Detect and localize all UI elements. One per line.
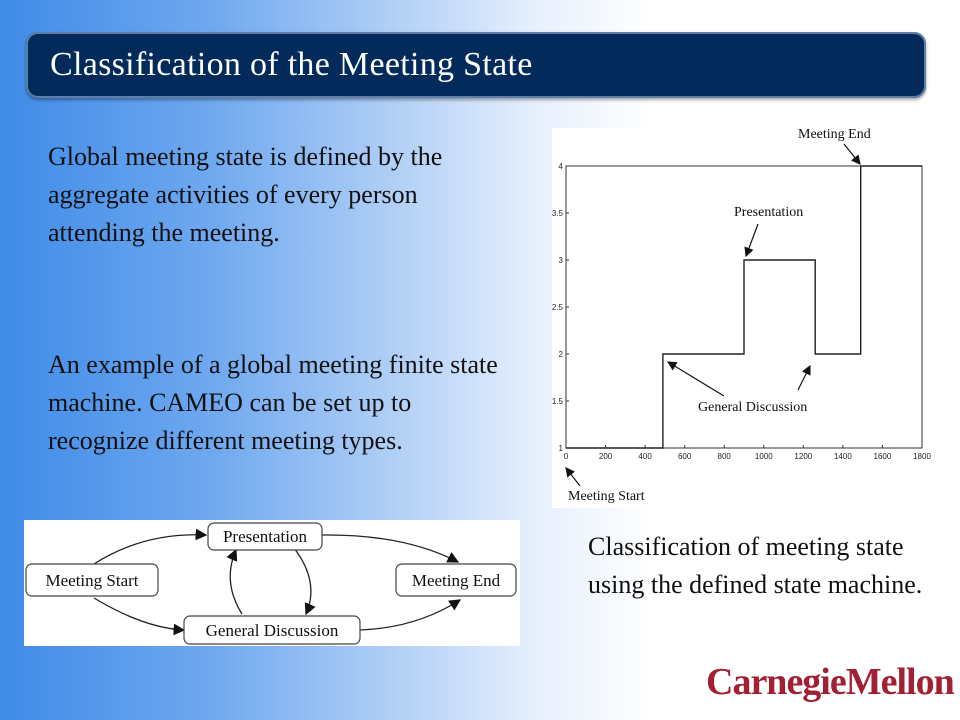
arrow-presentation <box>746 224 758 256</box>
annotation-meeting-start: Meeting Start <box>568 489 645 504</box>
node-meeting-end-label: Meeting End <box>411 571 501 590</box>
x-tick-label: 1400 <box>833 452 852 461</box>
x-tick-label: 1200 <box>794 452 813 461</box>
edge-start-to-discussion <box>94 598 184 630</box>
fsm-svg <box>24 520 520 646</box>
y-tick-label: 3 <box>558 256 563 265</box>
x-tick-label: 400 <box>638 452 652 461</box>
node-meeting-start-label: Meeting Start <box>45 571 139 590</box>
y-tick-label: 1.5 <box>552 397 563 406</box>
arrow-meeting-end <box>844 144 860 164</box>
annotation-general-discussion: General Discussion <box>698 400 808 415</box>
edge-presentation-to-end <box>322 535 458 562</box>
edge-discussion-to-presentation <box>230 550 242 614</box>
fsm-diagram <box>24 520 520 646</box>
x-tick-label: 200 <box>598 452 613 461</box>
title-bar <box>26 32 926 98</box>
edge-start-to-presentation <box>94 535 206 564</box>
fsm-description-paragraph: An example of a global meeting finite state machine. CAMEO can be set up to recognize different meeting types. <box>48 350 498 455</box>
y-tick-label: 2 <box>558 350 563 359</box>
arrow-meeting-start <box>566 468 580 486</box>
x-tick-label: 1800 <box>913 452 931 461</box>
edge-discussion-to-end <box>360 600 460 630</box>
x-tick-label: 1600 <box>873 452 892 461</box>
annotation-meeting-end: Meeting End <box>798 128 871 142</box>
x-tick-label: 800 <box>717 452 731 461</box>
arrow-discussion-2 <box>798 366 810 390</box>
arrow-discussion-1 <box>668 362 724 396</box>
y-tick-label: 2.5 <box>552 303 563 312</box>
carnegie-mellon-logo: CarnegieMellon <box>706 661 954 703</box>
x-tick-label: 0 <box>563 452 569 461</box>
y-tick-label: 4 <box>558 162 563 171</box>
description-paragraph: Global meeting state is defined by the aggregate activities of every person attending the meeting. <box>48 142 443 247</box>
node-presentation-label: Presentation <box>222 527 308 546</box>
annotation-presentation: Presentation <box>734 205 804 220</box>
plot-svg <box>552 128 936 508</box>
x-tick-label: 1000 <box>754 452 773 461</box>
node-general-discussion-label: General Discussion <box>205 621 339 640</box>
edge-presentation-to-discussion <box>294 548 311 614</box>
plot-caption: Classification of meeting state using the defined state machine. <box>588 532 923 599</box>
meeting-state-plot <box>552 128 936 508</box>
slide-title: Classification of the Meeting State <box>50 46 533 83</box>
y-tick-label: 3.5 <box>552 209 563 218</box>
y-tick-label: 1 <box>558 444 563 453</box>
x-tick-label: 600 <box>677 452 692 461</box>
